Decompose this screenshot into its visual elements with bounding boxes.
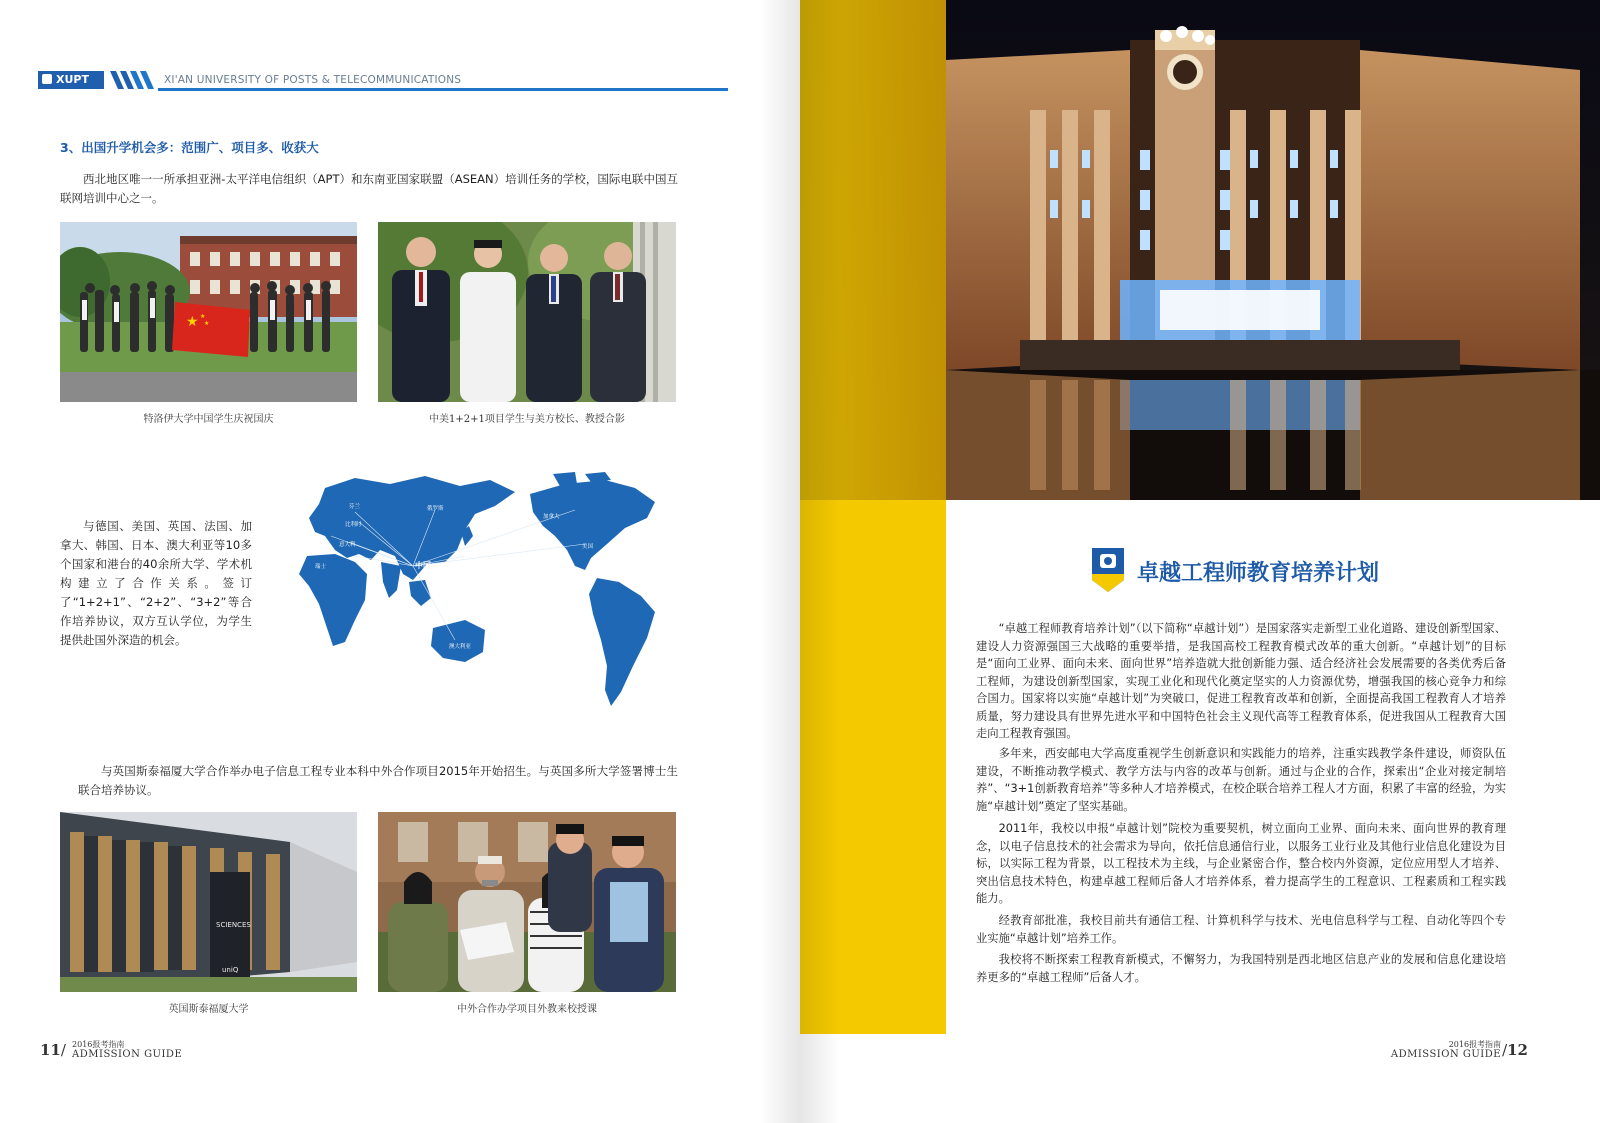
campus-night-photo: [800, 0, 1600, 500]
left-footer: 11/ 2016报考指南 ADMISSION GUIDE: [40, 1040, 183, 1060]
map-label-russia: 俄罗斯: [427, 506, 444, 512]
map-label-belgium: 比利时: [345, 522, 362, 528]
map-label-italy: 意大利: [339, 542, 356, 548]
map-label-china: 中国: [415, 561, 431, 570]
svg-text:★: ★: [186, 314, 199, 330]
svg-text:★: ★: [204, 320, 210, 327]
photo-us-partners: [378, 222, 676, 402]
program-paragraph: 多年来，西安邮电大学高度重视学生创新意识和实践能力的培养，注重实践教学条件建设，师资队伍建设，不断推动教学模式、教学方法与内容的改革与创新。通过与企业的合作，探索出“企业对接定制培养”、“3+1创新教育培养”等多种人才培养模式，在校企联合培养工程人才方面，积累了丰富的经验，为实施“卓越计划”奠定了坚实基础。: [976, 747, 1506, 813]
photo-caption: 英国斯泰福厦大学: [168, 1004, 249, 1015]
cooperation-world-map: [285, 470, 685, 715]
program-paragraph: 我校将不断探索工程教育新模式，不懈努力，为我国特别是西北地区信息产业的发展和信息化建设培养更多的“卓越工程师”后备人才。: [976, 953, 1506, 984]
program-paragraph: 2011年，我校以申报“卓越计划”院校为重要契机，树立面向工业界、面向未来、面向世界的教育理念，以电子信息技术的社会需求为导向，依托信息通信行业，以服务工业行业及其他行业信息化建设为目标，以实际工程为背景，以工程技术为主线，与企业紧密合作，整合校内外资源，定位应用型人才培养、突出信息技术特色，构建卓越工程师后备人才培养体系，着力提高学生的工程意识、工程素质和工程实践能力。: [976, 822, 1506, 905]
page-number: 12: [1507, 1041, 1528, 1059]
map-label-japan: 日本: [463, 554, 475, 560]
map-label-australia: 澳大利亚: [449, 644, 472, 650]
photo-caption: 中美1+2+1项目学生与美方校长、教授合影: [429, 414, 625, 425]
right-footer: 2016报考指南 ADMISSION GUIDE /12: [1390, 1040, 1528, 1060]
photo-caption: 中外合作办学项目外教来校授课: [457, 1004, 597, 1015]
right-page: [800, 0, 1600, 1123]
intro-paragraph: 西北地区唯一一所承担亚洲-太平洋电信组织（APT）和东南亚国家联盟（ASEAN）培训任务的学校，国际电联中国互联网培训中心之一。: [60, 172, 678, 205]
university-name: XI'AN UNIVERSITY OF POSTS & TELECOMMUNICATIONS: [164, 74, 462, 86]
map-label-spain: 西班牙: [295, 538, 312, 544]
program-title: 卓越工程师教育培养计划: [1137, 560, 1380, 586]
program-paragraph: 经教育部批准，我校目前共有通信工程、计算机科学与技术、光电信息科学与工程、自动化等四个专业实施“卓越计划”培养工作。: [976, 914, 1506, 945]
photo-foreign-teacher: [378, 812, 676, 992]
uk-cooperation-paragraph: 与英国斯泰福厦大学合作举办电子信息工程专业本科中外合作项目2015年开始招生。与英国多所大学签署博士生联合培养协议。: [78, 764, 678, 797]
sign-small-text: uniQ: [222, 966, 239, 974]
logo-mark-icon: [42, 74, 52, 84]
map-label-canada: 加拿大: [543, 514, 560, 520]
program-paragraph: “卓越工程师教育培养计划”（以下简称“卓越计划”）是国家落实走新型工业化道路、建设创新型国家、建设人力资源强国三大战略的重要举措，是我国高校工程教育模式改革的重大创新。“卓越计划”的目标是“面向工业界、面向未来、面向世界”培养造就大批创新能力强、适合经济社会发展需要的各类优秀后备工程师，为建设创新型国家，实现工业化和现代化奠定坚实的人力资源优势，增强我国的核心竞争力和综合国力。国家将以实施“卓越计划”为突破口，促进工程教育改革和创新，全面提高我国工程教育人才培养质量，努力建设具有世界先进水平和中国特色社会主义现代高等工程教育体系，促进我国从工程教育大国走向工程教育强国。: [976, 622, 1506, 740]
svg-text:★: ★: [200, 313, 206, 320]
university-badge-icon: [1092, 548, 1124, 592]
map-label-usa: 美国: [582, 544, 594, 550]
page-header: [38, 70, 688, 92]
year-guide-label: 2016报考指南: [72, 1040, 125, 1049]
cooperation-paragraph: 与德国、美国、英国、法国、加拿大、韩国、日本、澳大利亚等10多个国家和港台的40余所大学、学术机构建立了合作关系。签订了“1+2+1”、“2+2”、“3+2”等合作培养协议，双方互认学位，为学生提供赴国外深造的机会。: [60, 519, 252, 647]
photo-troy-students: [60, 222, 357, 402]
page-number: 11: [40, 1041, 61, 1059]
year-guide-label: 2016报考指南: [1448, 1040, 1502, 1049]
map-label-finland: 芬兰: [349, 504, 361, 510]
section-heading: 3、出国升学机会多：范围广、项目多、收获大: [60, 140, 319, 155]
header-rule: [158, 88, 728, 91]
photo-caption: 特洛伊大学中国学生庆祝国庆: [143, 414, 274, 425]
admission-guide-label: ADMISSION GUIDE: [1390, 1049, 1502, 1060]
photo-staffordshire-building: [60, 812, 357, 992]
sign-text: SCIENCES: [216, 921, 251, 929]
admission-guide-label: ADMISSION GUIDE: [72, 1049, 183, 1060]
xupt-logo: [38, 71, 104, 89]
logo-text: XUPT: [56, 73, 89, 86]
map-label-switzerland: 瑞士: [315, 564, 327, 570]
